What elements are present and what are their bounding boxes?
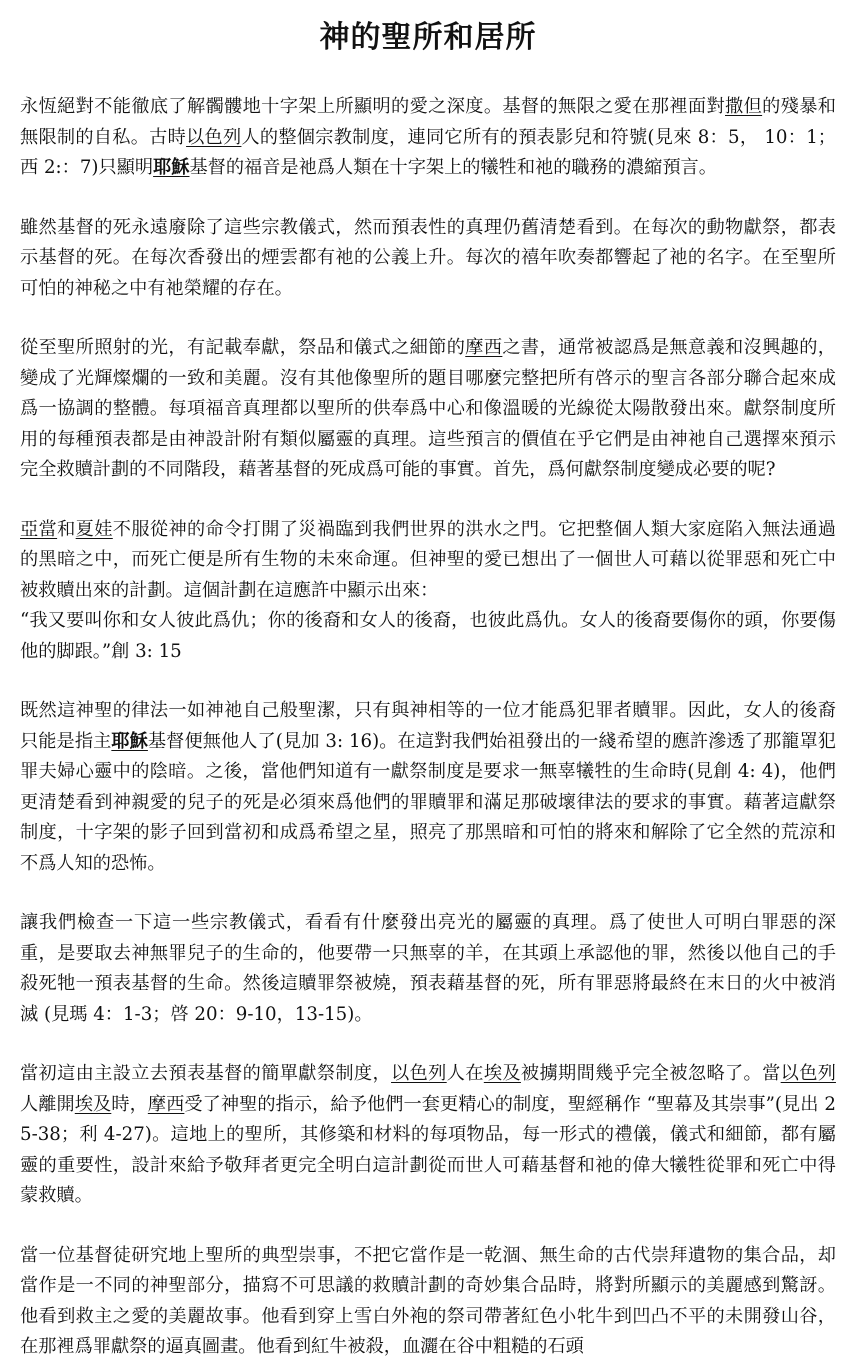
text-run: 人在 — [446, 1063, 484, 1084]
text-run: 讓我們檢查一下這一些宗教儀式，看看有什麼發出亮光的屬靈的真理。爲了使世人可明白罪惡的深重，是要取去神無罪兒子的生命的，他要帶一只無辜的羊，在其頭上承認他的罪，然後以他自己的手殺死牠一預表基督的生命。然後這贖罪祭被燒，預表藉基督的死，所有罪惡將最終在末日的火中被消滅 (見瑪 4：1-3；啓 20：9-10，13-15)。 — [20, 912, 836, 1025]
document-body — [20, 92, 836, 1363]
underlined-name: 撒但 — [725, 96, 763, 117]
text-run: 之書，通常被認爲是無意義和沒興趣的，變成了光輝燦爛的一致和美麗。沒有其他像聖所的題目哪麼完整把所有啓示的聖言各部分聯合起來成爲一協調的整體。每項福音真理都以聖所的供奉爲中心和像溫暖的光線從太陽散發出來。獻祭制度所用的每種預表都是由神設計附有類似屬靈的真理。這些預言的價值在乎它們是由神祂自己選擇來預示完全救贖計劃的不同階段，藉著基督的死成爲可能的事實。首先，爲何獻祭制度變成必要的呢? — [20, 337, 836, 480]
paragraph — [20, 92, 836, 184]
paragraph — [20, 1241, 836, 1363]
underlined-name: 夏娃 — [75, 518, 113, 540]
text-run: “我又要叫你和女人彼此爲仇；你的後裔和女人的後裔，也彼此爲仇。女人的後裔要傷你的頭，你要傷他的脚跟。”創 3: 15 — [20, 610, 836, 662]
text-run: 的殘暴和無限制的自私。古時 — [20, 96, 836, 148]
text-run: 時， — [111, 1093, 148, 1115]
text-run: 永恆絕對不能徹底了解髑髏地十字架上所顯明的愛之深度。基督的無限之愛在那裡面對 — [20, 96, 726, 117]
text-run: 從至聖所照射的光，有記載奉獻，祭品和儀式之細節的 — [20, 337, 466, 358]
underlined-name: 亞當 — [20, 518, 58, 540]
paragraph — [20, 908, 836, 1030]
text-run: 被擄期間幾乎完全被忽略了。當 — [520, 1063, 781, 1084]
text-run: 和 — [57, 518, 76, 540]
text-run: 當一位基督徒研究地上聖所的典型崇事，不把它當作是一乾涸、無生命的古代崇拜遺物的集合品，却當作是一不同的神聖部分，描寫不可思議的救贖計劃的奇妙集合品時，將對所顯示的美麗感到驚訝。他看到救主之愛的美麗故事。他看到穿上雪白外袍的祭司帶著紅色小牝牛到凹凸不平的未開發山谷，在那裡爲罪獻祭的逼真圖畫。他看到紅牛被殺，血灑在谷中粗糙的石頭 — [20, 1244, 836, 1357]
text-run: 當初這由主設立去預表基督的簡單獻祭制度， — [20, 1063, 392, 1084]
text-run: 基督便無他人了(見加 3: 16)。在這對我們始祖發出的一綫希望的應許滲透了那籠罩犯罪夫婦心靈中的陰暗。之後，當他們知道有一獻祭制度是要求一無辜犧牲的生命時(見創 4: 4)，他們更清楚看到神親愛的兒子的死是必須來爲他們的罪贖罪和滿足那破壞律法的要求的事實。藉著這獻祭制度，十字架的影子回到當初和成爲希望之星，照亮了那黑暗和可怕的將來和解除了它全然的荒涼和不爲人知的恐怖。 — [20, 730, 836, 874]
paragraph — [20, 333, 836, 486]
underlined-name: 耶穌 — [153, 157, 190, 178]
underlined-name: 耶穌 — [111, 730, 148, 752]
page-title: 神的聖所和居所 — [319, 20, 537, 55]
underlined-name: 摩西 — [465, 337, 503, 358]
text-run: 不服從神的命令打開了災禍臨到我們世界的洪水之門。它把整個人類大家庭陷入無法通過的黑暗之中，而死亡便是所有生物的未來命運。但神聖的愛已想出了一個世人可藉以從罪惡和死亡中被救贖出來的計劃。這個計劃在這應許中顯示出來： — [20, 518, 836, 601]
underlined-name: 摩西 — [147, 1093, 185, 1115]
text-run: 既然這神聖的律法一如神祂自己般聖潔，只有與神相等的一位才能爲犯罪者贖罪。因此，女人的後裔只能是指主 — [20, 700, 836, 752]
text-run: 人離開 — [20, 1093, 75, 1115]
underlined-name: 以色列 — [780, 1063, 836, 1084]
underlined-name: 埃及 — [483, 1063, 521, 1084]
paragraph — [20, 515, 836, 668]
text-run: 人的整個宗教制度，連同它所有的預表影兒和符號(見來 8：5， 10：1；西 2:：7)只顯明 — [20, 126, 836, 178]
paragraph — [20, 213, 836, 305]
text-run: 基督的福音是祂爲人類在十字架上的犧牲和祂的職務的濃縮預言。 — [189, 157, 717, 178]
text-run: 雖然基督的死永遠廢除了這些宗教儀式，然而預表性的真理仍舊清楚看到。在每次的動物獻祭，都表示基督的死。在每次香發出的煙雲都有祂的公義上升。每次的禧年吹奏都響起了祂的名字。在至聖所可怕的神秘之中有祂榮耀的存在。 — [20, 216, 836, 299]
underlined-name: 以色列 — [186, 126, 242, 148]
text-run: 受了神聖的指示，給予他們一套更精心的制度，聖經稱作 “聖幕及其崇事”(見出 25-38；利 4-27)。這地上的聖所，其修築和材料的每項物品，每一形式的禮儀，儀式和細節，都有屬靈的重要性，設計來給予敬拜者更完全明白這計劃從而世人可藉基督和祂的偉大犧牲從罪和死亡中得蒙救贖。 — [20, 1093, 836, 1206]
paragraph — [20, 696, 836, 879]
underlined-name: 以色列 — [391, 1063, 447, 1084]
paragraph — [20, 1059, 836, 1212]
underlined-name: 埃及 — [74, 1093, 112, 1115]
